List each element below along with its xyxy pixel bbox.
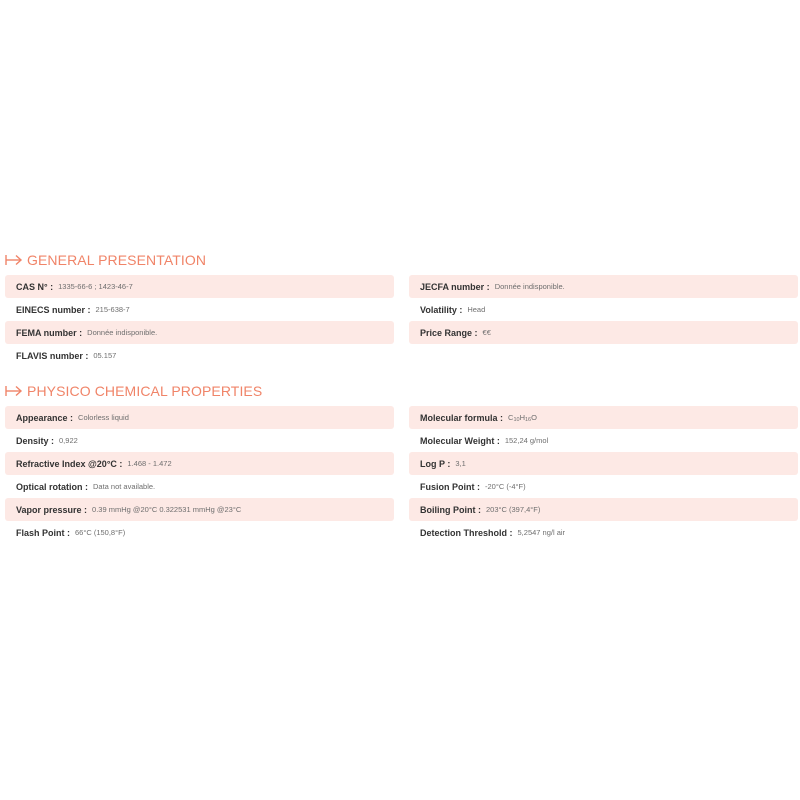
property-label: EINECS number : [16, 304, 91, 315]
property-label: Vapor pressure : [16, 504, 88, 515]
property-value: 05.157 [93, 351, 117, 360]
section-title: PHYSICO CHEMICAL PROPERTIES [27, 383, 263, 399]
property-value: Donnée indisponible. [494, 282, 565, 291]
property-label: FLAVIS number : [16, 350, 89, 361]
property-row-flash-point [5, 521, 394, 544]
property-row-cas [5, 275, 394, 298]
property-row-jecfa [409, 275, 798, 298]
physico-right-column [409, 406, 798, 544]
property-row-refractive-index [5, 452, 394, 475]
property-label: Flash Point : [16, 527, 70, 538]
property-row-einecs [5, 298, 394, 321]
property-label: Volatility : [420, 304, 463, 315]
property-value: 3,1 [455, 459, 466, 468]
property-value: 152,24 g/mol [504, 436, 549, 445]
property-label: Price Range : [420, 327, 478, 338]
section-heading [0, 381, 800, 401]
property-label: Fusion Point : [420, 481, 480, 492]
property-label: Refractive Index @20°C : [16, 458, 123, 469]
property-label: Detection Threshold : [420, 527, 513, 538]
property-row-molecular-weight [409, 429, 798, 452]
property-value: Data not available. [93, 482, 156, 491]
property-value: 66°C (150,8°F) [75, 528, 126, 537]
property-label: Boiling Point : [420, 504, 481, 515]
property-row-fema [5, 321, 394, 344]
property-value: 1335-66-6 ; 1423-46-7 [58, 282, 133, 291]
property-label: Optical rotation : [16, 481, 88, 492]
property-row-price-range [409, 321, 798, 344]
property-label: Molecular formula : [420, 412, 504, 423]
property-value: -20°C (-4°F) [485, 482, 526, 491]
property-row-fusion-point [409, 475, 798, 498]
general-left-column [5, 275, 394, 367]
arrow-right-from-bar-icon [5, 254, 23, 266]
property-label: Density : [16, 435, 55, 446]
property-value: 0,922 [59, 436, 78, 445]
property-value: €€ [482, 328, 491, 337]
property-label: JECFA number : [420, 281, 490, 292]
arrow-right-from-bar-icon [5, 385, 23, 397]
property-label: Appearance : [16, 412, 74, 423]
section-heading [0, 250, 800, 270]
general-right-column [409, 275, 798, 367]
physico-chemical-section [0, 381, 800, 544]
property-row-detection-threshold [409, 521, 798, 544]
physico-left-column [5, 406, 394, 544]
property-label: CAS N° : [16, 281, 54, 292]
property-row-molecular-formula [409, 406, 798, 429]
property-row-appearance [5, 406, 394, 429]
property-row-log-p [409, 452, 798, 475]
section-title: GENERAL PRESENTATION [27, 252, 207, 268]
property-value: 215-638-7 [95, 305, 130, 314]
property-value: Head [467, 305, 486, 314]
property-value: 203°C (397,4°F) [486, 505, 541, 514]
property-value: 0.39 mmHg @20°C 0.322531 mmHg @23°C [92, 505, 242, 514]
property-value-formula: $C_{10}H_{16}O$ [508, 412, 537, 423]
property-row-flavis [5, 344, 394, 367]
property-row-optical-rotation [5, 475, 394, 498]
general-presentation-section [0, 250, 800, 367]
property-label: FEMA number : [16, 327, 83, 338]
property-row-boiling-point [409, 498, 798, 521]
property-label: Molecular Weight : [420, 435, 500, 446]
property-value: 1.468 - 1.472 [127, 459, 172, 468]
property-row-vapor-pressure [5, 498, 394, 521]
property-value: 5,2547 ng/l air [517, 528, 566, 537]
property-label: Log P : [420, 458, 451, 469]
property-value: Donnée indisponible. [87, 328, 158, 337]
property-row-density [5, 429, 394, 452]
property-row-volatility [409, 298, 798, 321]
property-value: Colorless liquid [78, 413, 129, 422]
